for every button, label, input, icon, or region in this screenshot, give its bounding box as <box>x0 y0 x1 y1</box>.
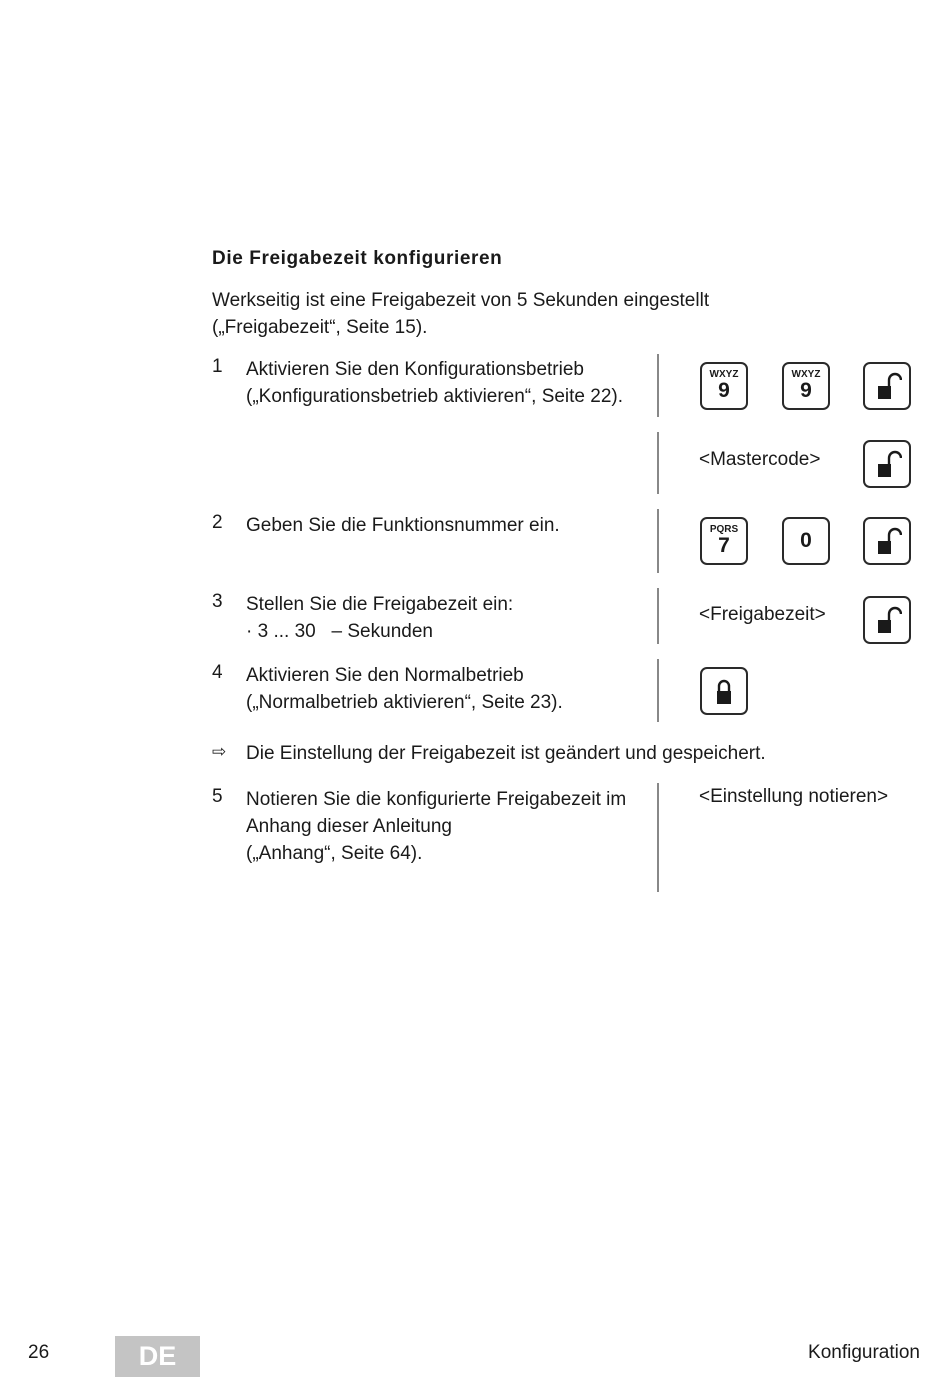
divider-line <box>657 588 659 644</box>
key-9-wxyz <box>700 362 748 410</box>
unlock-key-icon <box>863 517 911 565</box>
language-badge: DE <box>115 1336 200 1377</box>
key-letters: WXYZ <box>709 368 739 380</box>
key-9-wxyz <box>782 362 830 410</box>
unlock-icon <box>872 370 902 402</box>
key-digit: 7 <box>718 533 730 557</box>
step-text <box>246 591 513 645</box>
divider-line <box>657 783 659 892</box>
key-0 <box>782 517 830 565</box>
page-number: 26 <box>28 1342 50 1363</box>
result-arrow-icon: ⇨ <box>212 742 227 761</box>
mastercode-placeholder: <Mastercode> <box>699 449 821 470</box>
step-text <box>246 786 626 867</box>
intro-line-2: („Freigabezeit“, Seite 15). <box>212 317 428 338</box>
divider-line <box>657 659 659 722</box>
divider-line <box>657 432 659 494</box>
unlock-key-icon <box>863 440 911 488</box>
step-line: Stellen Sie die Freigabezeit ein: <box>246 594 514 615</box>
step-line: Aktivieren Sie den Konfigurationsbetrieb <box>246 359 584 380</box>
step-number: 1 <box>212 356 223 377</box>
step-text <box>246 356 623 410</box>
step-line: Aktivieren Sie den Normalbetrieb <box>246 665 524 686</box>
section-name: Konfiguration <box>808 1342 920 1363</box>
step-line: („Konfigurationsbetrieb aktivieren“, Seite 22). <box>246 386 624 407</box>
key-digit: 0 <box>800 529 812 552</box>
step-number: 4 <box>212 662 223 683</box>
step-bullet: · 3 ... 30 – Sekunden <box>246 621 433 642</box>
lock-key-icon <box>700 667 748 715</box>
unlock-icon <box>872 604 902 636</box>
lock-icon <box>709 675 739 707</box>
step-number: 5 <box>212 786 223 807</box>
einstellung-placeholder: <Einstellung notieren> <box>699 786 889 807</box>
key-letters: WXYZ <box>791 368 821 380</box>
key-letters: PQRS <box>709 523 739 535</box>
divider-line <box>657 509 659 573</box>
result-text: Die Einstellung der Freigabezeit ist geändert und gespeichert. <box>246 743 766 764</box>
key-digit: 9 <box>718 378 730 402</box>
unlock-icon <box>872 448 902 480</box>
intro-paragraph <box>212 287 709 341</box>
step-number: 2 <box>212 512 223 533</box>
step-text: Geben Sie die Funktionsnummer ein. <box>246 515 560 536</box>
step-line: Notieren Sie die konfigurierte Freigabezeit im <box>246 789 627 810</box>
divider-line <box>657 354 659 417</box>
step-number: 3 <box>212 591 223 612</box>
intro-line-1: Werkseitig ist eine Freigabezeit von 5 Sekunden eingestellt <box>212 290 710 311</box>
step-line: („Anhang“, Seite 64). <box>246 843 423 864</box>
step-line: Anhang dieser Anleitung <box>246 816 452 837</box>
section-heading: Die Freigabezeit konfigurieren <box>212 248 503 269</box>
unlock-key-icon <box>863 596 911 644</box>
key-digit: 9 <box>800 378 812 402</box>
unlock-icon <box>872 525 902 557</box>
freigabezeit-placeholder: <Freigabezeit> <box>699 604 826 625</box>
step-text <box>246 662 563 716</box>
unlock-key-icon <box>863 362 911 410</box>
step-line: („Normalbetrieb aktivieren“, Seite 23). <box>246 692 563 713</box>
key-7-pqrs <box>700 517 748 565</box>
